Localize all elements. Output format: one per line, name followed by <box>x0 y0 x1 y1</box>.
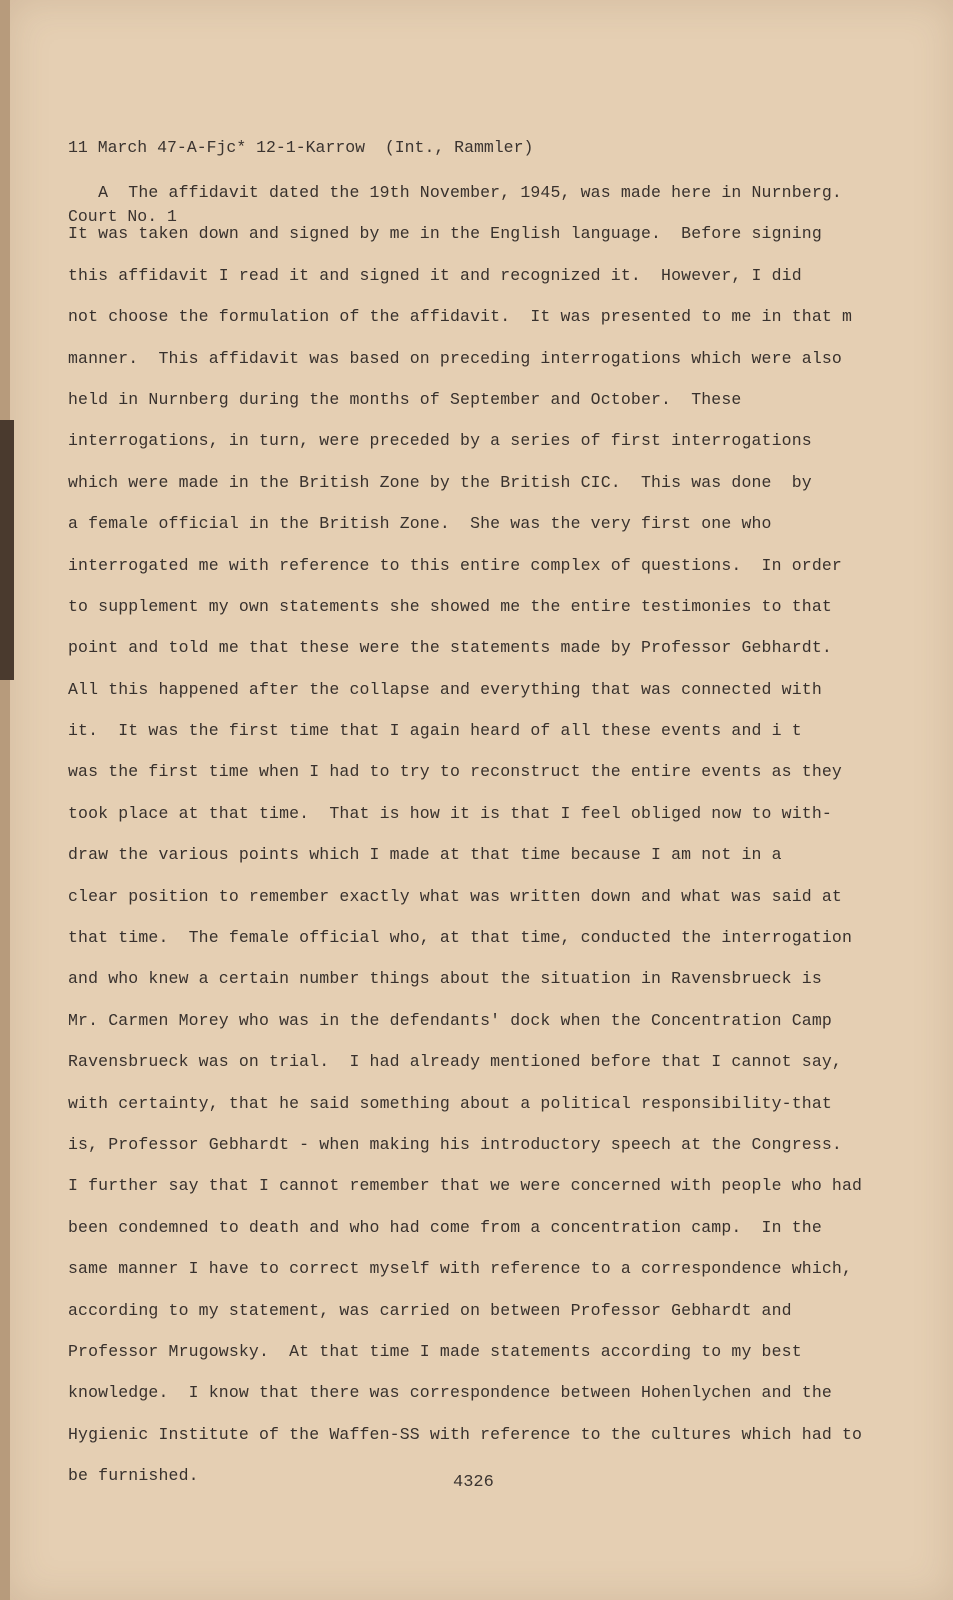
testimony-text <box>68 172 898 1497</box>
text-line: interrogations, in turn, were preceded by a series of first interrogations <box>68 431 812 451</box>
page-number: 4326 <box>453 1473 494 1492</box>
text-line: it. It was the first time that I again heard of all these events and i t <box>68 721 802 741</box>
text-line: Mr. Carmen Morey who was in the defendants' dock when the Concentration Camp <box>68 1010 832 1030</box>
text-line: took place at that time. That is how it is that I feel obliged now to with- <box>68 803 832 823</box>
text-line: and who knew a certain number things about the situation in Ravensbrueck is <box>68 969 822 989</box>
text-line: clear position to remember exactly what was written down and what was said at <box>68 886 842 906</box>
text-line: with certainty, that he said something about a political responsibility-that <box>68 1093 832 1113</box>
header-line-1: 11 March 47-A-Fjc* 12-1-Karrow (Int., Rammler) <box>68 138 534 157</box>
text-line: be furnished. <box>68 1466 199 1486</box>
text-line: which were made in the British Zone by the British CIC. This was done by <box>68 472 812 492</box>
text-line: point and told me that these were the statements made by Professor Gebhardt. <box>68 638 832 658</box>
text-line: manner. This affidavit was based on preceding interrogations which were also <box>68 348 842 368</box>
text-line: It was taken down and signed by me in the English language. Before signing <box>68 224 822 244</box>
text-line: All this happened after the collapse and everything that was connected with <box>68 679 822 699</box>
text-line: interrogated me with reference to this entire complex of questions. In order <box>68 555 842 575</box>
text-line: same manner I have to correct myself with reference to a correspondence which, <box>68 1259 853 1279</box>
text-line: draw the various points which I made at that time because I am not in a <box>68 845 782 865</box>
text-line: was the first time when I had to try to reconstruct the entire events as they <box>68 762 842 782</box>
text-line: this affidavit I read it and signed it and recognized it. However, I did <box>68 265 802 285</box>
text-line: A The affidavit dated the 19th November, 1945, was made here in Nurnberg. <box>68 183 842 202</box>
text-line: not choose the formulation of the affidavit. It was presented to me in that m <box>68 307 853 327</box>
document-page <box>10 0 953 1600</box>
text-line: that time. The female official who, at that time, conducted the interrogation <box>68 928 853 948</box>
text-line: I further say that I cannot remember that we were concerned with people who had <box>68 1176 863 1196</box>
text-line: knowledge. I know that there was correspondence between Hohenlychen and the <box>68 1383 832 1403</box>
text-line: Ravensbrueck was on trial. I had already mentioned before that I cannot say, <box>68 1052 842 1072</box>
text-line: been condemned to death and who had come from a concentration camp. In the <box>68 1217 822 1237</box>
binding-edge <box>0 420 14 680</box>
header-line-2: Court No. 1 <box>68 207 177 226</box>
text-line: a female official in the British Zone. She was the very first one who <box>68 514 772 534</box>
text-line: Professor Mrugowsky. At that time I made statements according to my best <box>68 1341 802 1361</box>
text-line: is, Professor Gebhardt - when making his introductory speech at the Congress. <box>68 1134 842 1154</box>
text-line: held in Nurnberg during the months of September and October. These <box>68 389 742 409</box>
text-line: to supplement my own statements she showed me the entire testimonies to that <box>68 596 832 616</box>
text-line: Hygienic Institute of the Waffen-SS with reference to the cultures which had to <box>68 1424 863 1444</box>
text-line: according to my statement, was carried on between Professor Gebhardt and <box>68 1300 792 1320</box>
